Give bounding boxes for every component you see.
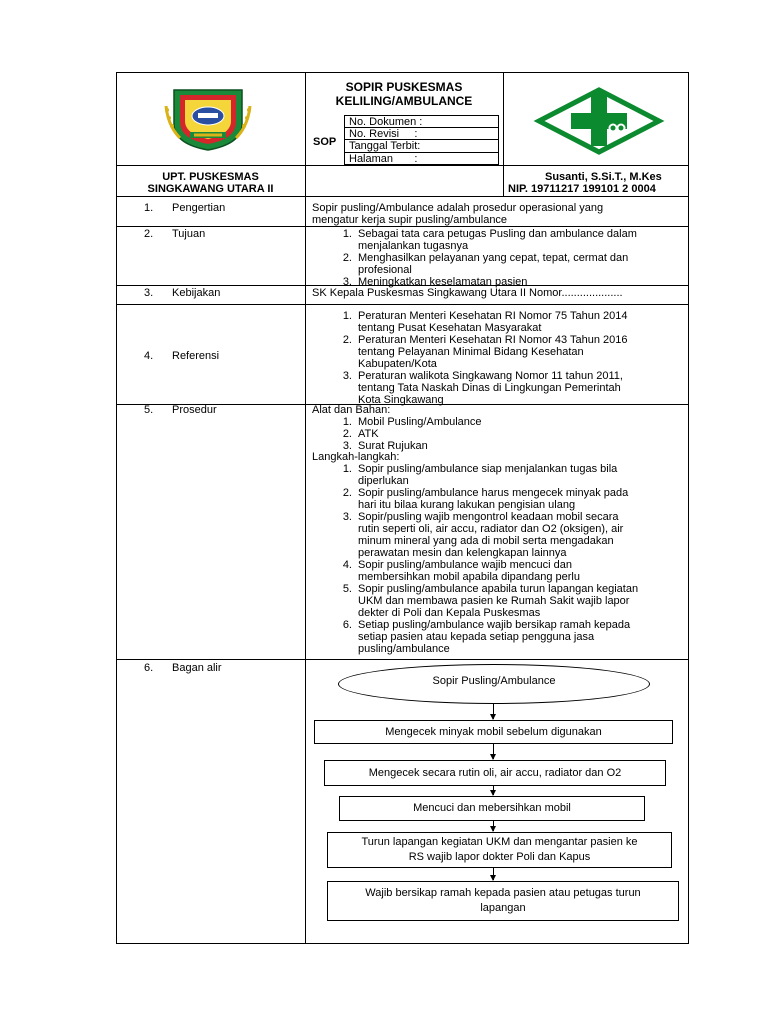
flow-step-1-text: Mengecek minyak mobil sebelum digunakan — [385, 725, 602, 738]
list-item-text-line: perawatan mesin dan kelengkapan lainnya — [358, 547, 567, 559]
list-item-text-line: Kota Singkawang — [358, 394, 444, 406]
list-item-text-line: Peraturan walikota Singkawang Nomor 11 tahun 2011, — [358, 370, 623, 382]
doc-field-nomor: No. Dokumen : — [349, 116, 423, 128]
list-item-text-line: tentang Pelayanan Minimal Bidang Kesehatan — [358, 346, 584, 358]
section-number: 1. — [144, 202, 154, 214]
list-item-text-line: tentang Pusat Kesehatan Masyarakat — [358, 322, 542, 334]
flow-arrow — [493, 744, 494, 759]
list-item-number: 6. — [342, 619, 352, 631]
flow-step-4-text-line2: RS wajib lapor dokter Poli dan Kapus — [408, 851, 591, 863]
list-item-text-line: Sopir pusling/ambulance harus mengecek minyak pada — [358, 487, 629, 499]
flow-step-4-text-line1: Turun lapangan kegiatan UKM dan mengantar pasien ke — [361, 836, 638, 848]
list-item-text-line: UKM dan membawa pasien ke Rumah Sakit wajib lapor — [358, 595, 630, 607]
list-item-text-line: tentang Tata Naskah Dinas di Lingkungan Pemerintah — [358, 382, 621, 394]
list-item-text-line: Kabupaten/Kota — [358, 358, 437, 370]
pengertian-text-line: Sopir pusling/Ambulance adalah prosedur operasional yang — [312, 202, 604, 214]
doc-field-halaman: Halaman : — [349, 153, 418, 165]
section-label-kebijakan: Kebijakan — [172, 287, 221, 299]
list-item-text-line: Sopir/pusling wajib mengontrol keadaan mobil secara — [358, 511, 619, 523]
list-item-text-line: profesional — [358, 264, 412, 276]
logo-kota-singkawang — [160, 86, 256, 152]
list-item-text-line: membersihkan mobil apabila dipandang perlu — [358, 571, 580, 583]
list-item — [334, 252, 637, 276]
row-line — [116, 226, 689, 227]
list-item-text-line: Menghasilkan pelayanan yang cepat, tepat, cermat dan — [358, 252, 629, 264]
signer-nip: NIP. 19711217 199101 2 0004 — [508, 183, 656, 195]
list-item — [334, 416, 482, 428]
row-line — [116, 659, 689, 660]
list-item — [334, 583, 638, 619]
list-item — [334, 463, 638, 487]
section-label-bagan: Bagan alir — [172, 662, 222, 674]
pengertian-text-line: mengatur kerja supir pusling/ambulance — [312, 214, 508, 226]
list-item — [334, 619, 638, 655]
list-item-text-line: Setiap pusling/ambulance wajib bersikap ramah kepada — [358, 619, 631, 631]
logo-puskesmas — [533, 87, 665, 155]
section-label-tujuan: Tujuan — [172, 228, 206, 240]
list-item — [334, 228, 637, 252]
flow-start-label: Sopir Pusling/Ambulance — [432, 675, 556, 687]
flow-arrow — [493, 821, 494, 831]
header-divider-left — [305, 72, 306, 944]
list-item — [334, 428, 482, 440]
list-item-number: 1. — [342, 416, 352, 428]
header-divider-right — [503, 72, 504, 196]
list-item-number: 2. — [342, 487, 352, 499]
flow-step-5 — [327, 881, 679, 921]
list-item-text-line: Surat Rujukan — [358, 440, 428, 452]
list-item-text-line: hari itu bilaa kurang lakukan pengisian ulang — [358, 499, 576, 511]
list-item-text-line: Mobil Pusling/Ambulance — [358, 416, 482, 428]
list-item-text-line: dekter di Poli dan Kepala Puskesmas — [358, 607, 541, 619]
flow-step-5-text-line1: Wajib bersikap ramah kepada pasien atau petugas turun — [365, 887, 641, 899]
flow-step-1 — [314, 720, 673, 744]
list-item-number: 1. — [342, 463, 352, 475]
org-name-line1: UPT. PUSKESMAS — [162, 171, 259, 183]
header-bottom-line — [116, 165, 689, 166]
list-item-number: 3. — [342, 276, 352, 288]
section-number: 5. — [144, 404, 154, 416]
list-item-text-line: Peraturan Menteri Kesehatan RI Nomor 75 Tahun 2014 — [358, 310, 628, 322]
section-label-pengertian: Pengertian — [172, 202, 226, 214]
flow-arrow — [493, 868, 494, 880]
list-item — [334, 559, 638, 583]
flow-arrow — [493, 786, 494, 795]
list-item-number: 3. — [342, 440, 352, 452]
alat-list — [334, 416, 482, 452]
list-item-number: 2. — [342, 428, 352, 440]
sop-title-line1: SOPIR PUSKESMAS — [345, 80, 463, 94]
flow-step-2 — [324, 760, 666, 786]
list-item-text-line: Peraturan Menteri Kesehatan RI Nomor 43 Tahun 2016 — [358, 334, 628, 346]
flow-step-5-text-line2: lapangan — [480, 902, 526, 914]
list-item-text-line: Meningkatkan keselamatan pasien — [358, 276, 528, 288]
list-item-text-line: Sopir pusling/ambulance apabila turun lapangan kegiatan — [358, 583, 639, 595]
flow-step-2-text: Mengecek secara rutin oli, air accu, radiator dan O2 — [368, 766, 622, 779]
flow-arrow — [493, 704, 494, 719]
list-item-number: 4. — [342, 559, 352, 571]
section-number: 6. — [144, 662, 154, 674]
list-item-text-line: pusling/ambulance — [358, 643, 450, 655]
list-item-number: 2. — [342, 252, 352, 264]
list-item-number: 3. — [342, 511, 352, 523]
flow-step-3 — [339, 796, 645, 821]
list-item-number: 2. — [342, 334, 352, 346]
flow-step-4 — [327, 832, 672, 868]
signer-name: Susanti, S.Si.T., M.Kes — [545, 171, 662, 183]
section-number: 2. — [144, 228, 154, 240]
list-item-text-line: Sopir pusling/ambulance siap menjalankan tugas bila — [358, 463, 618, 475]
doc-field-tanggal: Tanggal Terbit: — [349, 140, 421, 152]
doc-field-revisi: No. Revisi : — [349, 128, 418, 140]
list-item — [334, 511, 638, 559]
alat-heading: Alat dan Bahan: — [312, 404, 391, 416]
list-item-number: 3. — [342, 370, 352, 382]
list-item-number: 1. — [342, 310, 352, 322]
list-item-text-line: setiap pasien atau kepada setiap pengguna jasa — [358, 631, 595, 643]
list-item-text-line: diperlukan — [358, 475, 409, 487]
langkah-heading: Langkah-langkah: — [312, 451, 400, 463]
sop-label: SOP — [313, 136, 337, 148]
kebijakan-text: SK Kepala Puskesmas Singkawang Utara II Nomor.................... — [312, 287, 623, 299]
row-line — [116, 304, 689, 305]
sop-title-line2: KELILING/AMBULANCE — [335, 94, 473, 108]
tujuan-list — [334, 228, 637, 288]
list-item — [334, 310, 627, 334]
referensi-list — [334, 310, 627, 406]
list-item-text-line: Sebagai tata cara petugas Pusling dan ambulance dalam — [358, 228, 637, 240]
flow-step-3-text: Mencuci dan mebersihkan mobil — [413, 802, 571, 814]
section-label-referensi: Referensi — [172, 350, 220, 362]
list-item-text-line: minum mineral yang ada di mobil serta mengadakan — [358, 535, 614, 547]
section-number: 4. — [144, 350, 154, 362]
header-org-bottom-line — [116, 196, 689, 197]
langkah-list — [334, 463, 638, 655]
list-item-text-line: Sopir pusling/ambulance wajib mencuci dan — [358, 559, 573, 571]
list-item — [334, 487, 638, 511]
flow-start-ellipse — [338, 664, 650, 704]
list-item-number: 1. — [342, 228, 352, 240]
section-number: 3. — [144, 287, 154, 299]
list-item-text-line: ATK — [358, 428, 379, 440]
list-item — [334, 334, 627, 370]
list-item-number: 5. — [342, 583, 352, 595]
section-label-prosedur: Prosedur — [172, 404, 217, 416]
org-name-line2: SINGKAWANG UTARA II — [147, 183, 274, 195]
list-item-text-line: menjalankan tugasnya — [358, 240, 469, 252]
list-item — [334, 370, 627, 406]
list-item-text-line: rutin seperti oli, air accu, radiator dan O2 (oksigen), air — [358, 523, 624, 535]
